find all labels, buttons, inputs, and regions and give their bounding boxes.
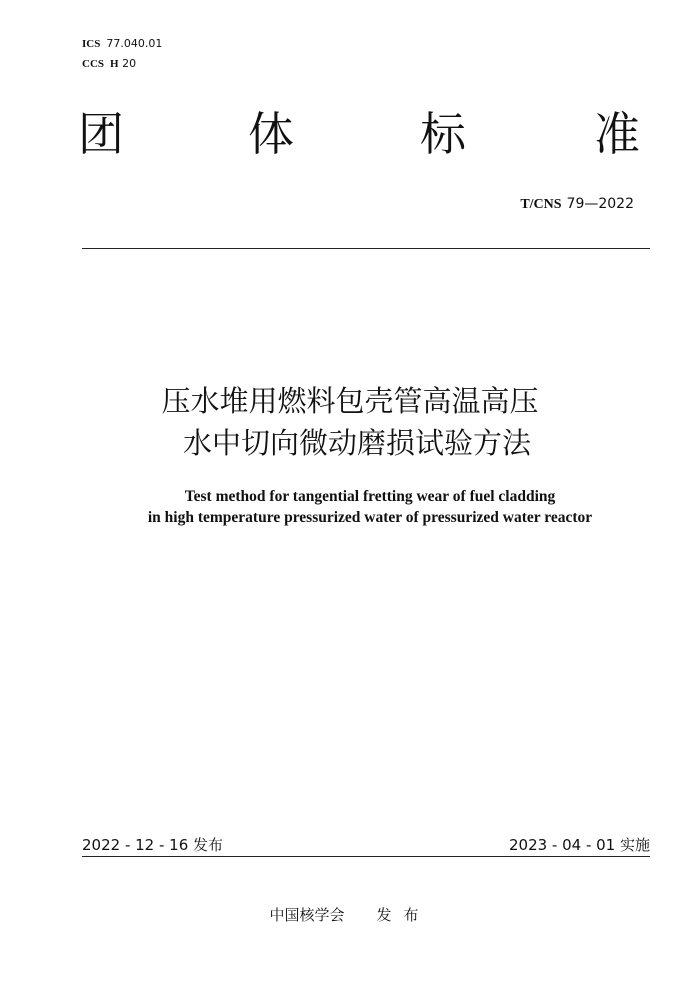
standard-type-char-4: 准 bbox=[594, 107, 640, 161]
standard-type-heading bbox=[0, 104, 700, 164]
ccs-line bbox=[82, 54, 162, 74]
english-title bbox=[0, 486, 700, 528]
ics-label: ICS bbox=[82, 38, 101, 50]
english-title-line-1: Test method for tangential fretting wear of fuel cladding bbox=[184, 488, 556, 505]
dates-row bbox=[82, 834, 650, 856]
standard-type-char-1: 团 bbox=[78, 107, 124, 161]
ccs-letter: H bbox=[110, 58, 119, 70]
standard-number bbox=[520, 196, 634, 213]
standard-code: 79—2022 bbox=[566, 196, 634, 212]
ics-line bbox=[82, 34, 162, 54]
bottom-divider bbox=[82, 856, 650, 857]
classification-codes bbox=[82, 34, 162, 74]
english-title-line-2: in high temperature pressurized water of pressurized water reactor bbox=[147, 509, 593, 526]
standard-type-char-2: 体 bbox=[248, 107, 294, 161]
ccs-label: CCS bbox=[82, 58, 105, 70]
ccs-number: 20 bbox=[122, 57, 137, 70]
issue-date: 2022 - 12 - 16 发布 bbox=[82, 836, 224, 854]
ics-value: 77.040.01 bbox=[106, 37, 163, 50]
standard-org: T/CNS bbox=[520, 197, 562, 212]
publisher-action: 发布 bbox=[376, 906, 431, 924]
publisher-name: 中国核学会 bbox=[269, 906, 345, 924]
chinese-title bbox=[0, 380, 700, 464]
implementation-date: 2023 - 04 - 01 实施 bbox=[508, 836, 650, 854]
chinese-title-line-1: 压水堆用燃料包壳管高温高压 bbox=[161, 384, 539, 418]
top-divider bbox=[82, 248, 650, 249]
chinese-title-line-2: 水中切向微动磨损试验方法 bbox=[182, 426, 531, 460]
publisher bbox=[0, 904, 700, 925]
standard-type-char-3: 标 bbox=[420, 107, 466, 161]
